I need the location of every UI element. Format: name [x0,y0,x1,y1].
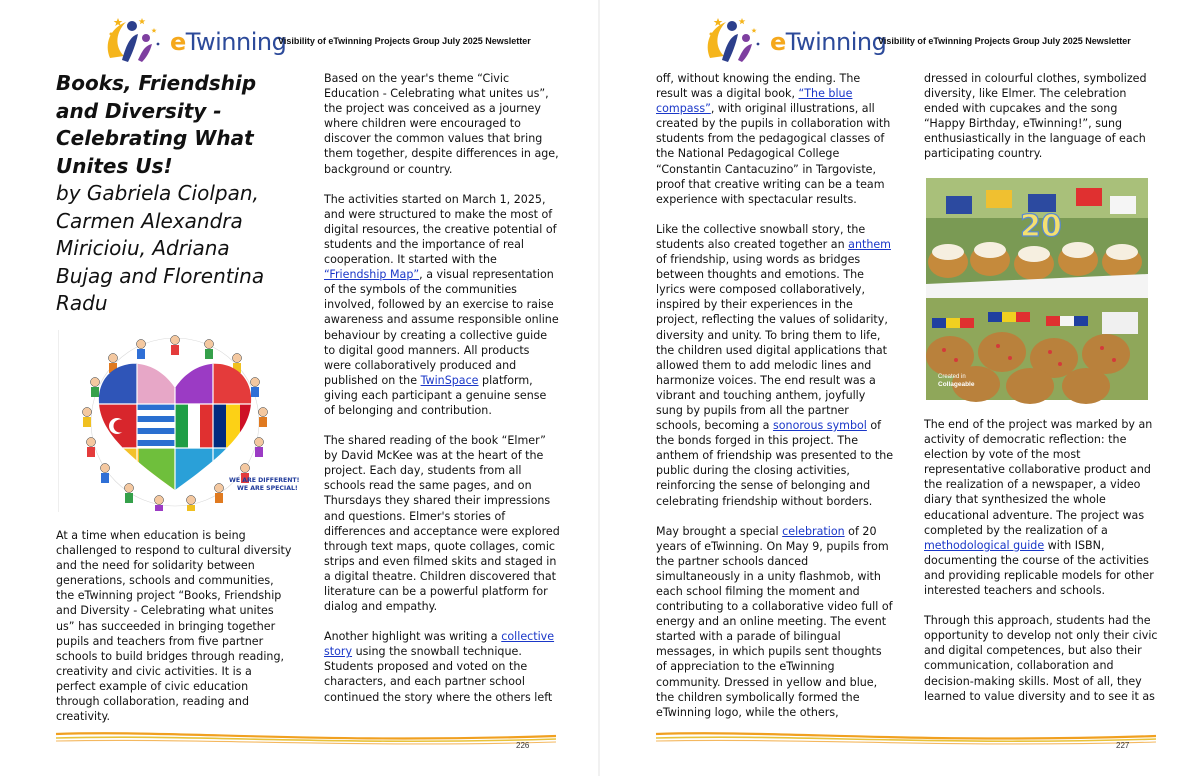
twinspace-link[interactable]: TwinSpace [420,373,479,387]
etwinning-figures-icon [102,14,168,66]
newsletter-title: Visibility of eTwinning Projects Group July 2025 Newsletter [278,36,531,46]
paragraph-collective-story: Another highlight was writing a collective story using the snowball technique. Students proposed and voted on the characters, and each partner school continued the story where the others left [324,630,555,704]
paragraph-celebration: May brought a special celebration of 20 years of eTwinning. On May 9, pupils from the partner schools danced simultaneously in a unity flashmob, with each school filming the moment and contributing to a collaborative video full of energy and an online meeting. The event started with a parade of bilingual messages, in which pupils sent thoughts of appreciation to the eTwinning community. Dressed in yellow and blue, the children symbolically formed the eTwinning logo, while the others, [656,524,893,719]
svg-text:WE ARE DIFFERENT!: WE ARE DIFFERENT! [229,477,300,484]
intro-paragraph: At a time when education is being challenged to respond to cultural diversity and the need for solidarity between generations, schools and communities, the eTwinning project “Books, Friendship and Diversity - Celebrating what unites us” has succeeded in bringing together pupils and teachers from five partner schools to build bridges through reading, creativity and civic activities. It is a perfect example of civic education through collaboration, reading and creativity. [56,529,292,724]
left-page [2,0,594,776]
sonorous-symbol-link[interactable]: sonorous symbol [772,419,867,433]
celebration-link[interactable]: celebration [782,524,845,538]
etwinning-wordmark: eTwinning [770,28,887,56]
paragraph-anthem: Like the collective snowball story, the students also created together an anthem of friendship, using words as bridges between thoughts and emotions. The lyrics were composed collaboratively, inspired by their experiences in the project, reflecting the values of solidarity, diversity and unity. To bring them to life, the children used digital applications that allowed them to add melodic lines and harmonize voices. The end result was a vibrant and touching anthem, joyfully sung by pupils from all the partner schools, becoming a sonorous symbol of the bonds forged in this project. The anthem of friendship was presented to the public during the closing activities, reinforcing the sense of belonging and celebrating friendship without borders. [656,222,894,508]
page-gutter [598,0,600,776]
article-heading [56,70,286,318]
heart-caption [229,477,299,492]
right-page [604,0,1196,776]
etwinning-logo [102,14,287,66]
article-title: Books, Friendship and Diversity - Celebrating What Unites Us! [56,71,257,178]
right-page-column-1 [656,71,894,735]
anthem-link[interactable]: anthem [848,237,891,251]
collective-story-link[interactable]: collective story [324,630,555,659]
flag-puzzle-heart [97,360,253,492]
footer-wave-decoration [56,728,556,748]
newsletter-title: Visibility of eTwinning Projects Group July 2025 Newsletter [878,36,1131,46]
etwinning-figures-icon [702,14,768,66]
paragraph-competences: Through this approach, students had the opportunity to develop not only their civic and digital competences, but also their communication, collaboration and decision-making skills. Most of all, they learned to value diversity and to see it as [924,614,1158,703]
paragraph-activities: The activities started on March 1, 2025, and were structured to make the most of digital resources, the creative potential of students and the importance of real cooperation. It started with the “Friendship Map”, a visual representation of the symbols of the communities involved, followed by an exercise to raise awareness and assume responsible online behaviour by creating a collective guide to digital good manners. All products were collaboratively produced and published on the TwinSpace platform, giving each participant a genuine sense of belonging and contribution. [324,192,559,417]
page-number: 227 [1116,741,1130,750]
page-header [702,14,1182,66]
right-page-column-2-lower [924,417,1162,719]
article-authors: by Gabriela Ciolpan, Carmen Alexandra Miricioiu, Adriana Bujag and Florentina Radu [56,181,265,315]
cupcakes-collage-photo [926,178,1148,400]
paragraph-diversity: dressed in colourful clothes, symbolized diversity, like Elmer. The celebration ended with cupcakes and the song “Happy Birthday, eTwinning!”, sung enthusiastically in the language of each participating country. [924,72,1147,161]
right-page-column-2 [924,71,1160,177]
paragraph-blue-compass: off, without knowing the ending. The result was a digital book, “The blue compass”, with original illustrations, all created by the pupils in collaboration with students from the pedagogical classes of the National Pedagogical College “Constantin Cantacuzino” in Targoviste, proof that creative writing can be a team experience with spectacular results. [656,72,891,206]
svg-text:WE ARE SPECIAL!: WE ARE SPECIAL! [237,485,298,492]
etwinning-wordmark: eTwinning [170,28,287,56]
friendship-map-link[interactable]: “Friendship Map” [324,268,420,282]
page-header [102,14,582,66]
methodological-guide-link[interactable]: methodological guide [924,538,1045,552]
footer-wave-decoration [656,728,1156,748]
left-page-column-2 [324,71,560,720]
page-number: 226 [516,741,530,750]
paragraph-elmer: The shared reading of the book “Elmer” by David McKee was at the heart of the project. Each day, students from all schools read the same pages, and on Thursdays they shared their impressions and questions. Elmer's stories of differences and acceptance were explored through text maps, quote collages, comic strips and even filmed skits and staged in a digital theatre. Children discovered that literature can be a powerful platform for dialog and empathy. [324,434,560,614]
etwinning-logo [702,14,887,66]
left-column-intro [56,528,294,739]
photo-watermark: Created in Collageable [938,374,975,388]
svg-text:20: 20 [1020,209,1062,244]
paragraph-democratic-reflection: The end of the project was marked by an activity of democratic reflection: the election by vote of the most representative collaborative product and the realization of a newspaper, a video diary that synthesized the whole educational adventure. The project was completed by the realization of a methodological guide with ISBN, documenting the course of the activities and providing replicable models for other interested teachers and schools. [924,418,1154,598]
diversity-heart-illustration [58,330,300,512]
paragraph-theme: Based on the year's theme “Civic Education - Celebrating what unites us”, the project was conceived as a journey where children were encouraged to discover the common values that bring them together, despite differences in age, background or country. [324,72,559,176]
blue-compass-link[interactable]: “The blue compass” [656,87,853,116]
